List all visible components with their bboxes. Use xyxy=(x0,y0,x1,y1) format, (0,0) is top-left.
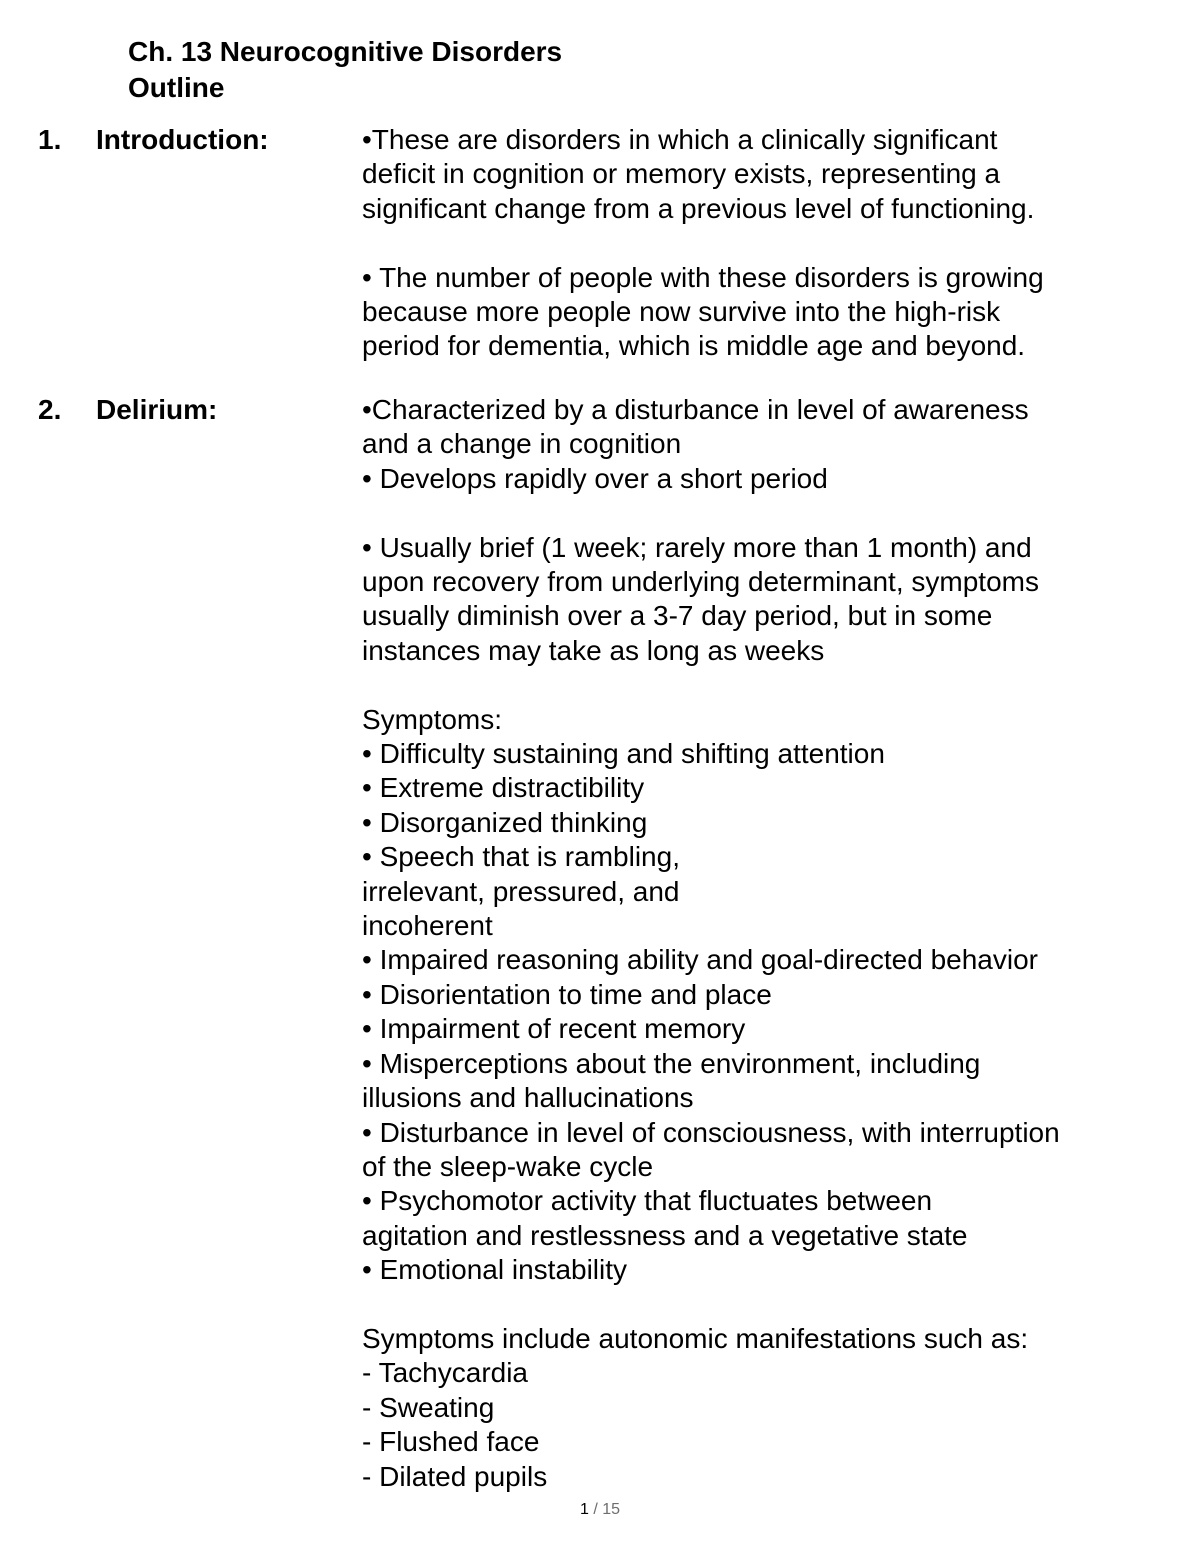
document-title-block xyxy=(128,34,562,106)
autonomic-heading: Symptoms include autonomic manifestations such as: xyxy=(362,1322,1029,1354)
page-current: 1 xyxy=(579,1501,589,1518)
text-line: period for dementia, which is middle age and beyond. xyxy=(362,330,1026,362)
page-total: 15 xyxy=(602,1501,621,1518)
section-heading-introduction: Introduction: xyxy=(96,124,269,155)
list-item-continuation: illusions and hallucinations xyxy=(362,1082,694,1114)
text-line: and a change in cognition xyxy=(362,428,682,460)
text-line: • The number of people with these disorders is growing xyxy=(362,261,1044,293)
section-body-introduction xyxy=(362,123,1162,364)
page-title: Ch. 13 Neurocognitive Disorders xyxy=(128,36,563,67)
text-line: usually diminish over a 3-7 day period, but in some xyxy=(362,600,993,632)
page-subtitle: Outline xyxy=(128,72,225,103)
page-separator: / xyxy=(593,1501,598,1518)
list-item-continuation: of the sleep-wake cycle xyxy=(362,1150,654,1182)
text-line: upon recovery from underlying determinant, symptoms xyxy=(362,566,1039,598)
section-number: 1. xyxy=(38,124,62,155)
list-item: - Dilated pupils xyxy=(362,1460,548,1492)
text-line: •Characterized by a disturbance in level of awareness xyxy=(362,394,1029,425)
list-item: • Misperceptions about the environment, including xyxy=(362,1047,981,1079)
text-line: instances may take as long as weeks xyxy=(362,634,825,666)
list-item-continuation: agitation and restlessness and a vegetative state xyxy=(362,1219,968,1251)
list-item-continuation: incoherent xyxy=(362,910,493,942)
list-item-continuation: irrelevant, pressured, and xyxy=(362,875,680,907)
text-line: deficit in cognition or memory exists, representing a xyxy=(362,158,1001,190)
list-item: • Psychomotor activity that fluctuates between xyxy=(362,1185,933,1217)
text-line: because more people now survive into the high-risk xyxy=(362,296,1001,328)
list-item: • Impaired reasoning ability and goal-directed behavior xyxy=(362,944,1038,976)
text-line: • Usually brief (1 week; rarely more than 1 month) and xyxy=(362,531,1032,563)
list-item: - Sweating xyxy=(362,1391,495,1423)
section-body-delirium xyxy=(362,393,1162,1494)
text-line: • Develops rapidly over a short period xyxy=(362,462,828,494)
list-item: • Disturbance in level of consciousness, with interruption xyxy=(362,1116,1060,1148)
section-number: 2. xyxy=(38,394,62,425)
list-item: • Impairment of recent memory xyxy=(362,1013,746,1045)
text-line: significant change from a previous level of functioning. xyxy=(362,192,1035,224)
text-line: •These are disorders in which a clinically significant xyxy=(362,124,998,155)
symptoms-heading: Symptoms: xyxy=(362,703,503,735)
list-item: • Difficulty sustaining and shifting attention xyxy=(362,738,885,770)
list-item: • Extreme distractibility xyxy=(362,772,645,804)
list-item: • Speech that is rambling, xyxy=(362,841,680,873)
section-heading-delirium: Delirium: xyxy=(96,394,218,425)
list-item: - Tachycardia xyxy=(362,1357,529,1389)
list-item: • Emotional instability xyxy=(362,1254,628,1286)
list-item: • Disorganized thinking xyxy=(362,806,648,838)
list-item: - Flushed face xyxy=(362,1426,540,1458)
page-indicator xyxy=(0,1500,1200,1520)
list-item: • Disorientation to time and place xyxy=(362,978,772,1010)
